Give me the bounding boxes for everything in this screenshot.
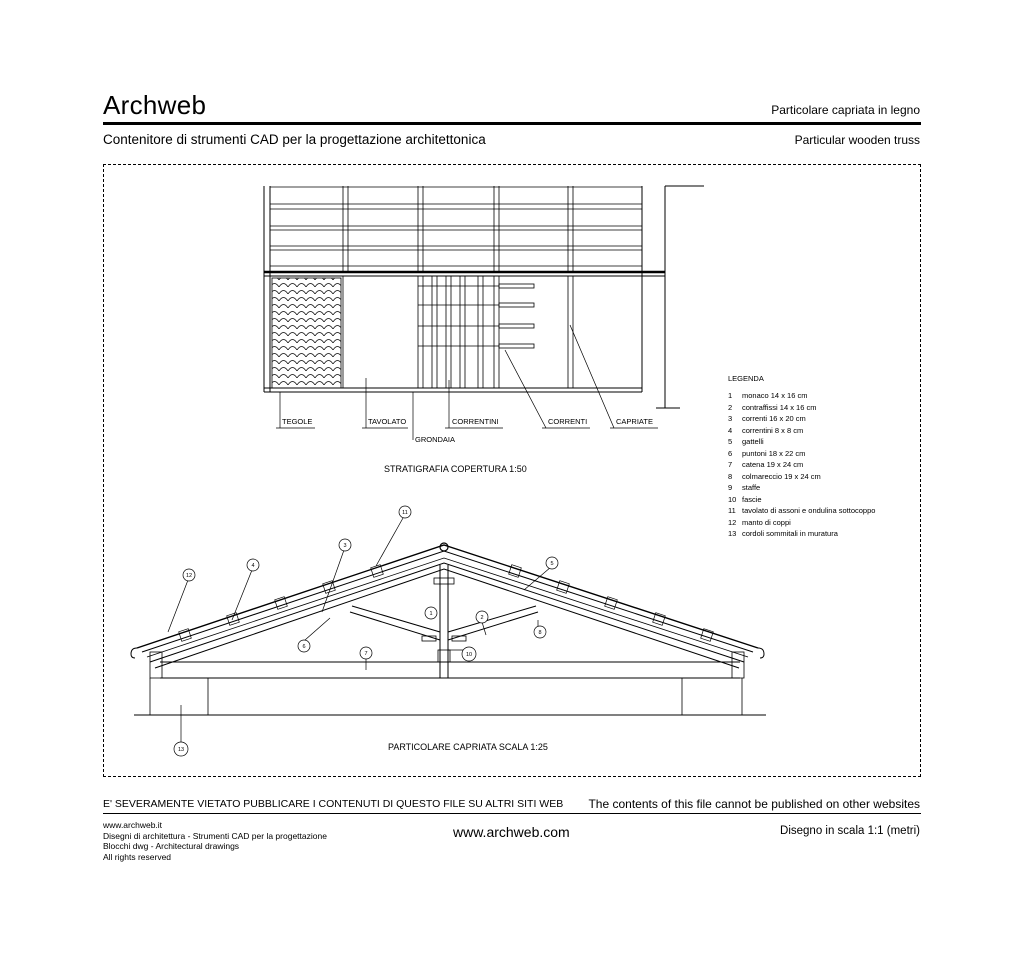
callout-label: 7 [364, 651, 368, 657]
callout-8 [534, 626, 546, 638]
label-correnti: CORRENTI [548, 417, 588, 426]
callout-5 [546, 557, 558, 569]
callouts [174, 506, 558, 756]
label-capriate: CAPRIATE [616, 417, 653, 426]
callout-label: 1 [429, 611, 433, 617]
callout-7 [360, 647, 372, 659]
website-link[interactable]: www.archweb.com [453, 824, 570, 840]
legend-item-text: tavolato di assoni e ondulina sottocoppo [742, 506, 876, 515]
legend-item-text: colmareccio 19 x 24 cm [742, 472, 821, 481]
legend-item-text: catena 19 x 24 cm [742, 460, 804, 469]
drawing-title-it: Particolare capriata in legno [771, 103, 920, 117]
label-correntini: CORRENTINI [452, 417, 499, 426]
callout-label: 8 [538, 630, 542, 636]
drawing-scale: Disegno in scala 1:1 (metri) [780, 825, 920, 837]
legend-item-num: 3 [728, 414, 733, 423]
legend-item-text: fascie [742, 495, 762, 504]
legend-item-num: 5 [728, 437, 733, 446]
footer-line: www.archweb.it [103, 820, 163, 830]
callout-label: 6 [302, 644, 306, 650]
legend-item-num: 7 [728, 460, 733, 469]
callout-label: 13 [177, 747, 185, 753]
legend-item-num: 2 [728, 403, 733, 412]
footer-line: Blocchi dwg - Architectural drawings [103, 841, 240, 852]
legend-title: LEGENDA [728, 374, 764, 383]
callout-11 [399, 506, 411, 518]
legend-item-num: 6 [728, 449, 733, 458]
callout-4 [247, 559, 259, 571]
callout-label: 2 [480, 615, 484, 621]
callout-label: 12 [185, 573, 193, 579]
callout-label: 3 [343, 543, 347, 549]
callout-label: 10 [465, 652, 473, 658]
legend-item-text: cordoli sommitali in muratura [742, 529, 838, 538]
callout-2 [476, 611, 488, 623]
legend-items [728, 391, 875, 538]
legend-item-num: 13 [728, 529, 737, 538]
legend-item-text: staffe [742, 483, 761, 492]
drawing-title-en: Particular wooden truss [794, 133, 920, 147]
callout-6 [298, 640, 310, 652]
legend-item-num: 11 [728, 506, 736, 515]
detail-caption: PARTICOLARE CAPRIATA SCALA 1:25 [388, 742, 548, 752]
roof-section-drawing [264, 186, 704, 440]
warning-english: The contents of this file cannot be published on other websites [588, 797, 920, 811]
legend-item-num: 12 [728, 518, 737, 527]
footer-line: All rights reserved [103, 851, 172, 862]
callout-10 [462, 647, 476, 661]
legend-item-num: 9 [728, 483, 733, 492]
callout-label: 11 [402, 510, 408, 516]
legend-item-text: gattelli [742, 437, 764, 446]
legend-item-text: puntoni 18 x 22 cm [742, 449, 806, 458]
callout-12 [183, 569, 195, 581]
footer-rule [103, 813, 921, 814]
footer-info [103, 820, 327, 862]
brand-logo: Archweb [103, 90, 207, 120]
warning-italian: E' SEVERAMENTE VIETATO PUBBLICARE I CONTENUTI DI QUESTO FILE SU ALTRI SITI WEB [103, 798, 564, 810]
label-tegole: TEGOLE [282, 417, 313, 426]
callout-1 [425, 607, 437, 619]
label-grondaia: GRONDAIA [415, 435, 456, 444]
legend [728, 374, 875, 538]
truss-detail-drawing [131, 518, 766, 742]
legend-item-num: 10 [728, 495, 737, 504]
legend-item-num: 8 [728, 472, 733, 481]
callout-label: 4 [251, 563, 255, 569]
footer-line: Disegni di architettura - Strumenti CAD per la progettazione [103, 830, 327, 841]
legend-item-text: correntini 8 x 8 cm [742, 426, 804, 435]
callout-13 [174, 742, 188, 756]
legend-item-text: contraffissi 14 x 16 cm [742, 403, 817, 412]
legend-item-num: 4 [728, 426, 733, 435]
legend-item-num: 1 [728, 391, 733, 400]
section-labels [282, 417, 653, 444]
header-subtitle: Contenitore di strumenti CAD per la progettazione architettonica [103, 132, 486, 147]
legend-item-text: monaco 14 x 16 cm [742, 391, 808, 400]
callout-label: 5 [550, 561, 554, 567]
section-caption: STRATIGRAFIA COPERTURA 1:50 [384, 464, 527, 474]
callout-3 [339, 539, 351, 551]
legend-item-text: manto di coppi [742, 518, 791, 527]
label-tavolato: TAVOLATO [368, 417, 407, 426]
legend-item-text: correnti 16 x 20 cm [742, 414, 806, 423]
